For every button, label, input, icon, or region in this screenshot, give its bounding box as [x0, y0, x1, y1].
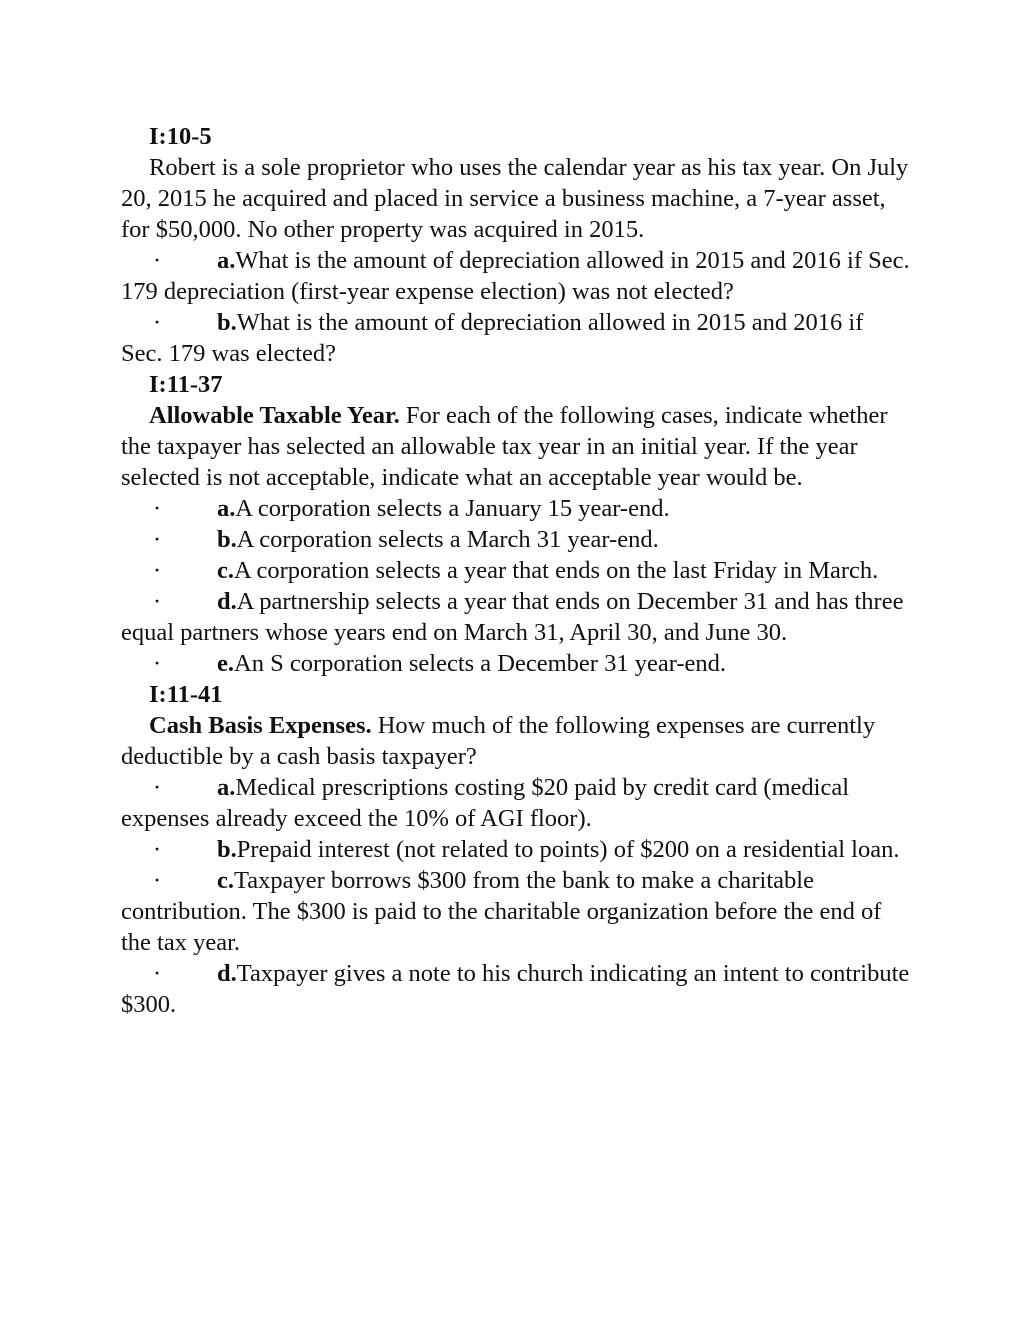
- bullet: ·: [153, 867, 162, 894]
- item-text: A corporation selects a March 31 year-end.: [236, 526, 659, 553]
- problem-intro: [121, 710, 911, 772]
- item-letter: e.: [217, 650, 234, 677]
- list-item: [121, 493, 911, 524]
- bullet: ·: [153, 588, 162, 615]
- item-letter: d.: [217, 960, 237, 987]
- item-letter: a.: [217, 247, 236, 274]
- problem-i-10-5: [121, 121, 911, 369]
- item-text: A partnership selects a year that ends on December 31 and has three equal partners whose years end on March 31, April 30, and June 30.: [121, 588, 904, 646]
- item-letter: c.: [217, 557, 234, 584]
- list-item: [121, 958, 911, 1020]
- problem-i-11-37: [121, 369, 911, 679]
- item-letter: d.: [217, 588, 237, 615]
- list-item: [121, 245, 911, 307]
- problem-intro-text: How much of the following expenses are currently deductible by a cash basis taxpayer?: [121, 712, 876, 770]
- bullet: ·: [153, 526, 162, 553]
- problem-heading: Cash Basis Expenses.: [149, 712, 372, 739]
- problem-intro-text: For each of the following cases, indicate whether the taxpayer has selected an allowable tax year in an initial year. If the year selected is not acceptable, indicate what an acceptable year would be.: [121, 402, 888, 491]
- bullet: ·: [153, 650, 162, 677]
- list-item: [121, 834, 911, 865]
- bullet: ·: [153, 836, 162, 863]
- problem-intro: [121, 152, 911, 245]
- problem-id: I:11-37: [149, 371, 223, 398]
- item-text: Prepaid interest (not related to points) of $200 on a residential loan.: [236, 836, 900, 863]
- item-letter: c.: [217, 867, 234, 894]
- bullet: ·: [153, 774, 162, 801]
- item-text: What is the amount of depreciation allowed in 2015 and 2016 if Sec. 179 was elected?: [121, 309, 864, 367]
- problem-intro: [121, 400, 911, 493]
- problem-heading: Allowable Taxable Year.: [149, 402, 400, 429]
- item-text: An S corporation selects a December 31 year-end.: [234, 650, 727, 677]
- list-item: [121, 524, 911, 555]
- item-letter: b.: [217, 526, 237, 553]
- list-item: [121, 648, 911, 679]
- bullet: ·: [153, 247, 162, 274]
- item-text: A corporation selects a January 15 year-end.: [235, 495, 670, 522]
- item-text: Taxpayer gives a note to his church indicating an intent to contribute $300.: [121, 960, 910, 1018]
- bullet: ·: [153, 309, 162, 336]
- problem-intro-text: Robert is a sole proprietor who uses the calendar year as his tax year. On July 20, 2015 he acquired and placed in service a business machine, a 7-year asset, for $50,000. No other property was acquired in 2015.: [121, 154, 909, 243]
- problem-id: I:10-5: [149, 123, 212, 150]
- problem-id: I:11-41: [149, 681, 223, 708]
- item-text: Medical prescriptions costing $20 paid by credit card (medical expenses already exceed the 10% of AGI floor).: [121, 774, 850, 832]
- list-item: [121, 772, 911, 834]
- bullet: ·: [153, 557, 162, 584]
- list-item: [121, 307, 911, 369]
- item-text: What is the amount of depreciation allowed in 2015 and 2016 if Sec. 179 depreciation (first-year expense election) was not elected?: [121, 247, 910, 305]
- item-text: A corporation selects a year that ends on the last Friday in March.: [234, 557, 879, 584]
- item-letter: a.: [217, 774, 236, 801]
- item-letter: b.: [217, 836, 237, 863]
- bullet: ·: [153, 960, 162, 987]
- list-item: [121, 555, 911, 586]
- bullet: ·: [153, 495, 162, 522]
- item-letter: a.: [217, 495, 236, 522]
- problem-i-11-41: [121, 679, 911, 1020]
- list-item: [121, 865, 911, 958]
- list-item: [121, 586, 911, 648]
- document-page: [121, 121, 911, 1020]
- item-text: Taxpayer borrows $300 from the bank to make a charitable contribution. The $300 is paid to the charitable organization before the end of the tax year.: [121, 867, 882, 956]
- item-letter: b.: [217, 309, 237, 336]
